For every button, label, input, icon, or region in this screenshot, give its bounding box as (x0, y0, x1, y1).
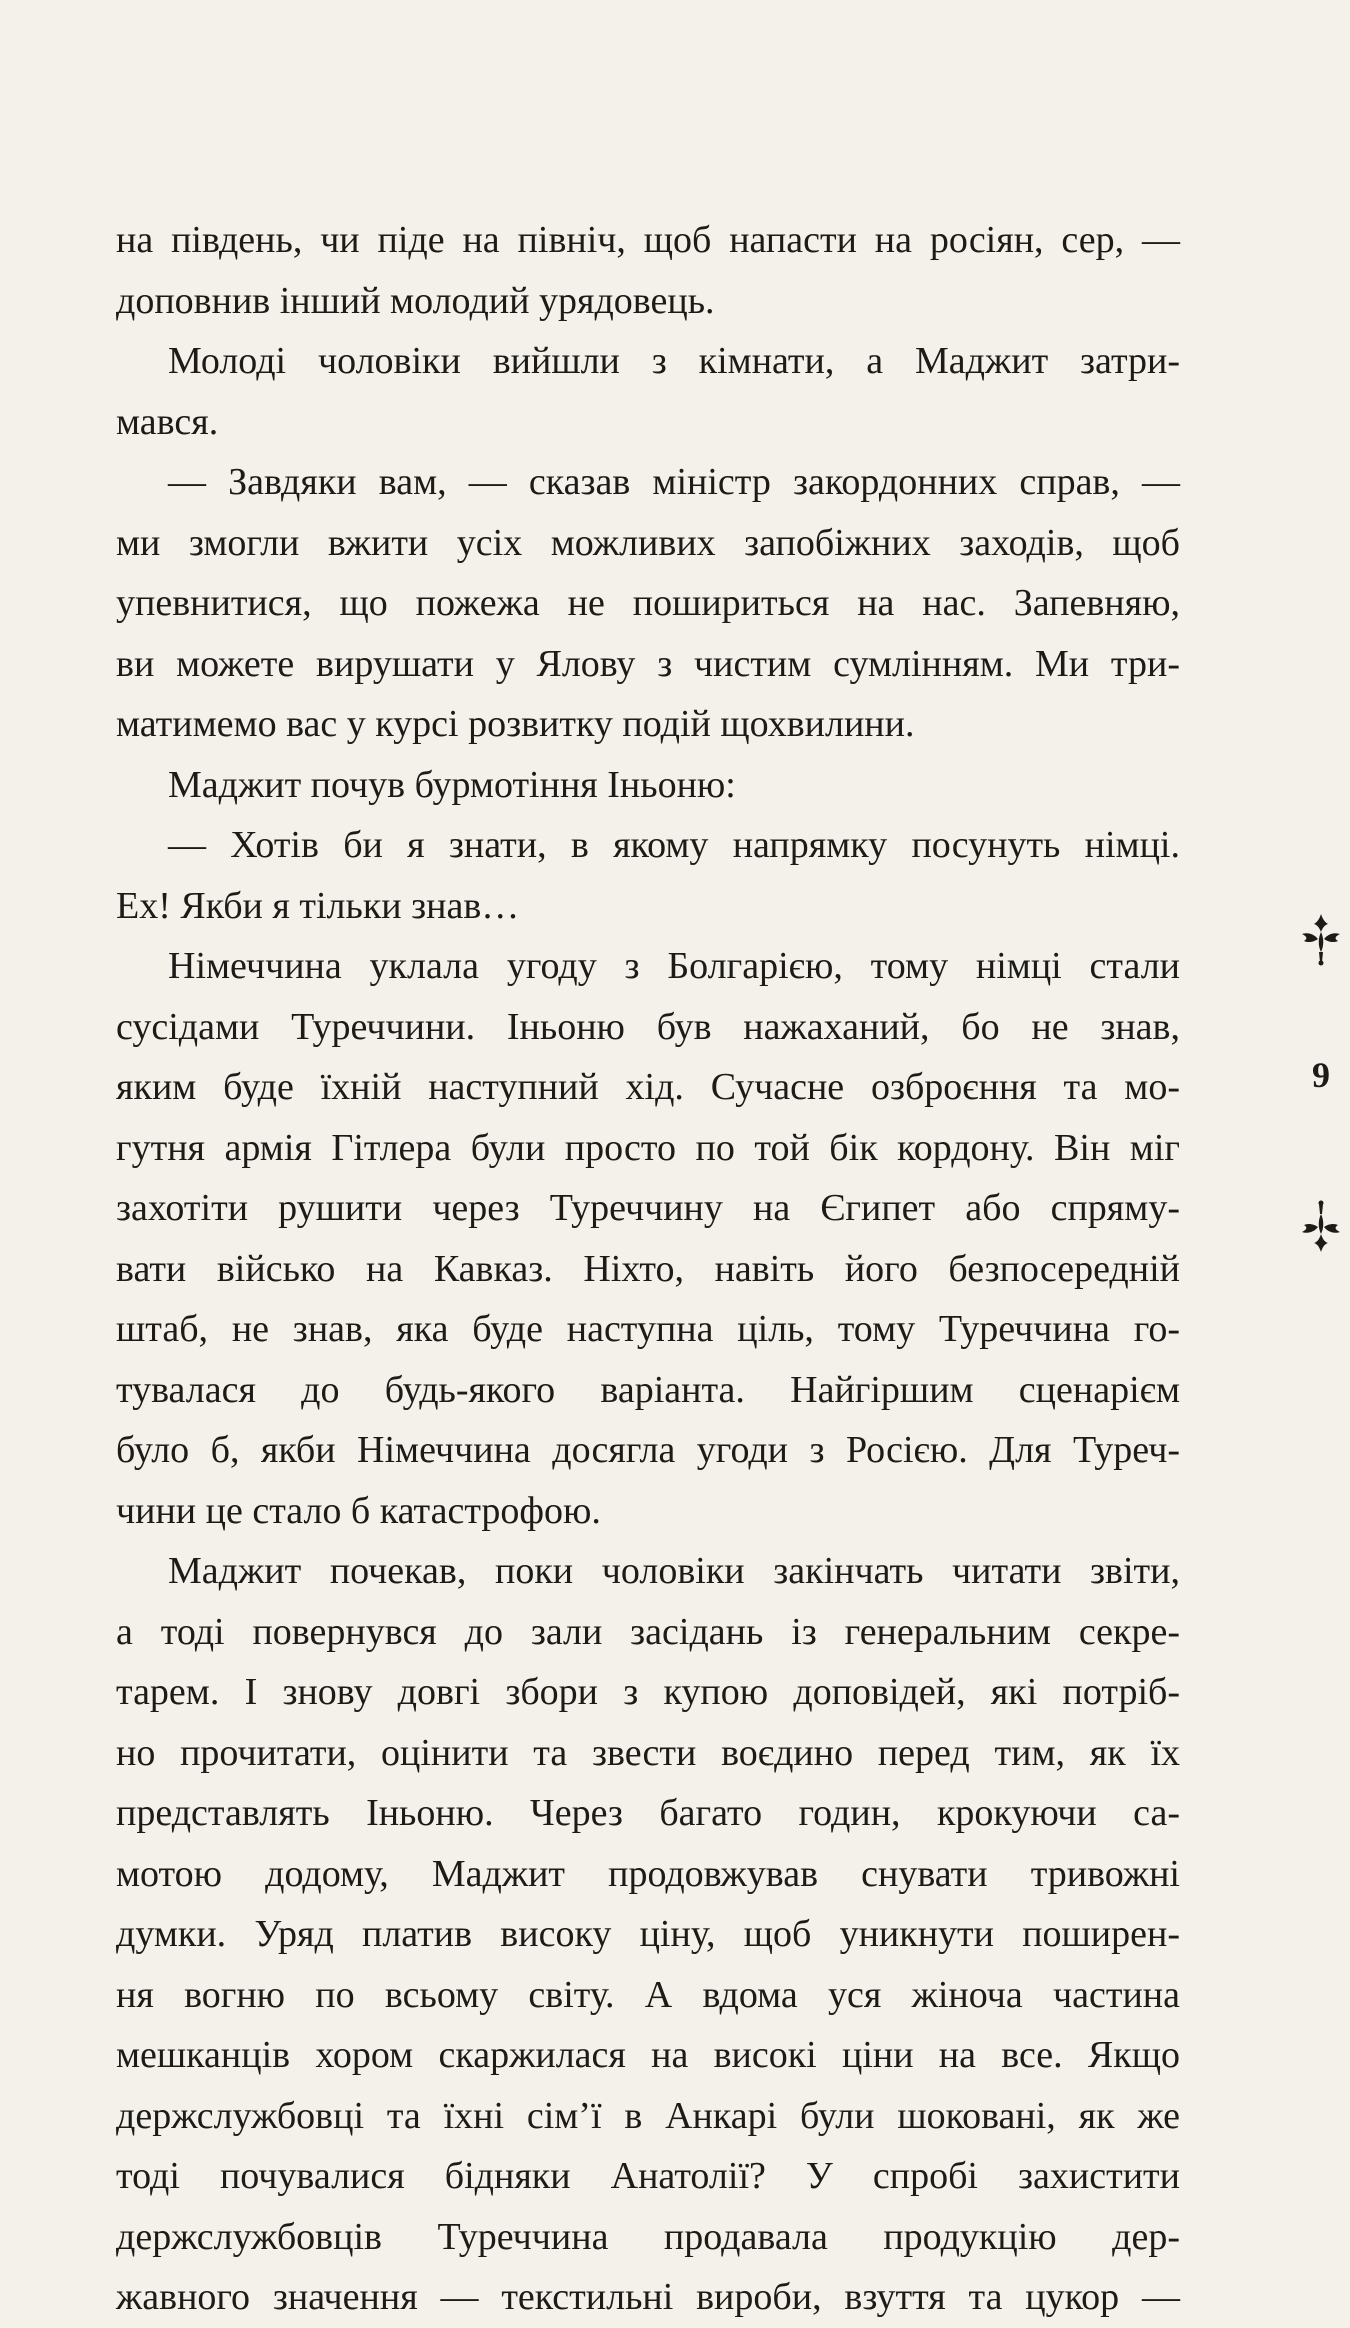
page-number: 9 (1312, 1055, 1330, 1095)
text-line: вати військо на Кавказ. Ніхто, навіть його безпосередній (116, 1247, 1180, 1290)
text-line: чини це стало б катастрофою. (116, 1489, 601, 1532)
fleuron-top-icon (1298, 912, 1344, 966)
text-line: — Завдяки вам, — сказав міністр закордонних справ, — (168, 461, 1180, 503)
text-line: ня вогню по всьому світу. А вдома уся жіноча частина (116, 1973, 1180, 2016)
text-line: тувалася до будь-якого варіанта. Найгіршим сценарієм (116, 1368, 1180, 1411)
text-line: мешканців хором скаржилася на високі ціни на все. Якщо (116, 2034, 1180, 2076)
text-line: захотіти рушити через Туреччину на Єгипет або спряму- (116, 1187, 1180, 1229)
text-line: Ех! Якби я тільки знав… (116, 884, 520, 927)
text-line: ви можете вирушати у Ялову з чистим сумлінням. Ми три- (116, 642, 1180, 685)
text-line: сусідами Туреччини. Іньоню був нажаханий, бо не знав, (116, 1005, 1180, 1048)
text-line: яким буде їхній наступний хід. Сучасне озброєння та мо- (116, 1066, 1180, 1108)
body-text (116, 210, 1180, 2328)
text-line: Німеччина уклала угоду з Болгарією, тому німці стали (168, 945, 1180, 987)
text-line: жавного значення — текстильні вироби, взуття та цукор — (116, 2276, 1180, 2318)
text-line: думки. Уряд платив високу ціну, щоб уникнути поширен- (116, 1913, 1180, 1955)
text-line: штаб, не знав, яка буде наступна ціль, тому Туреччина го- (116, 1308, 1180, 1350)
text-line: матимемо вас у курсі розвитку подій щохвилини. (116, 703, 915, 745)
text-line: доповнив інший молодий урядовець. (116, 279, 715, 322)
text-line: ми змогли вжити усіх можливих запобіжних заходів, щоб (116, 521, 1180, 564)
text-line: на південь, чи піде на північ, щоб напасти на росіян, сер, — (116, 219, 1180, 261)
text-line: держслужбовці та їхні сім’ї в Анкарі були шоковані, як же (116, 2094, 1180, 2137)
text-line: тоді почувалися бідняки Анатолії? У спробі захистити (116, 2155, 1180, 2197)
text-line: а тоді повернувся до зали засідань із генеральним секре- (116, 1610, 1180, 1653)
text-line: но прочитати, оцінити та звести воєдино перед тим, як їх (116, 1731, 1180, 1774)
text-line: тарем. І знову довгі збори з купою доповідей, які потріб- (116, 1671, 1180, 1713)
text-line: мався. (116, 400, 219, 443)
text-line: упевнитися, що пожежа не пошириться на нас. Запевняю, (116, 582, 1180, 624)
text-line: держслужбовців Туреччина продавала продукцію дер- (116, 2215, 1180, 2258)
text-line: — Хотів би я знати, в якому напрямку посунуть німці. (168, 824, 1180, 866)
fleuron-bottom-icon (1298, 1200, 1344, 1254)
text-line: мотою додому, Маджит продовжував снувати тривожні (116, 1852, 1180, 1895)
text-line: Маджит почув бурмотіння Іньоню: (168, 763, 736, 806)
text-line: гутня армія Гітлера були просто по той бік кордону. Він міг (116, 1126, 1180, 1169)
text-line: представлять Іньоню. Через багато годин, крокуючи са- (116, 1792, 1180, 1834)
text-line: було б, якби Німеччина досягла угоди з Росією. Для Туреч- (116, 1429, 1180, 1471)
text-line: Молоді чоловіки вийшли з кімнати, а Маджит затри- (168, 340, 1180, 382)
text-line: Маджит почекав, поки чоловіки закінчать читати звіти, (168, 1550, 1180, 1592)
